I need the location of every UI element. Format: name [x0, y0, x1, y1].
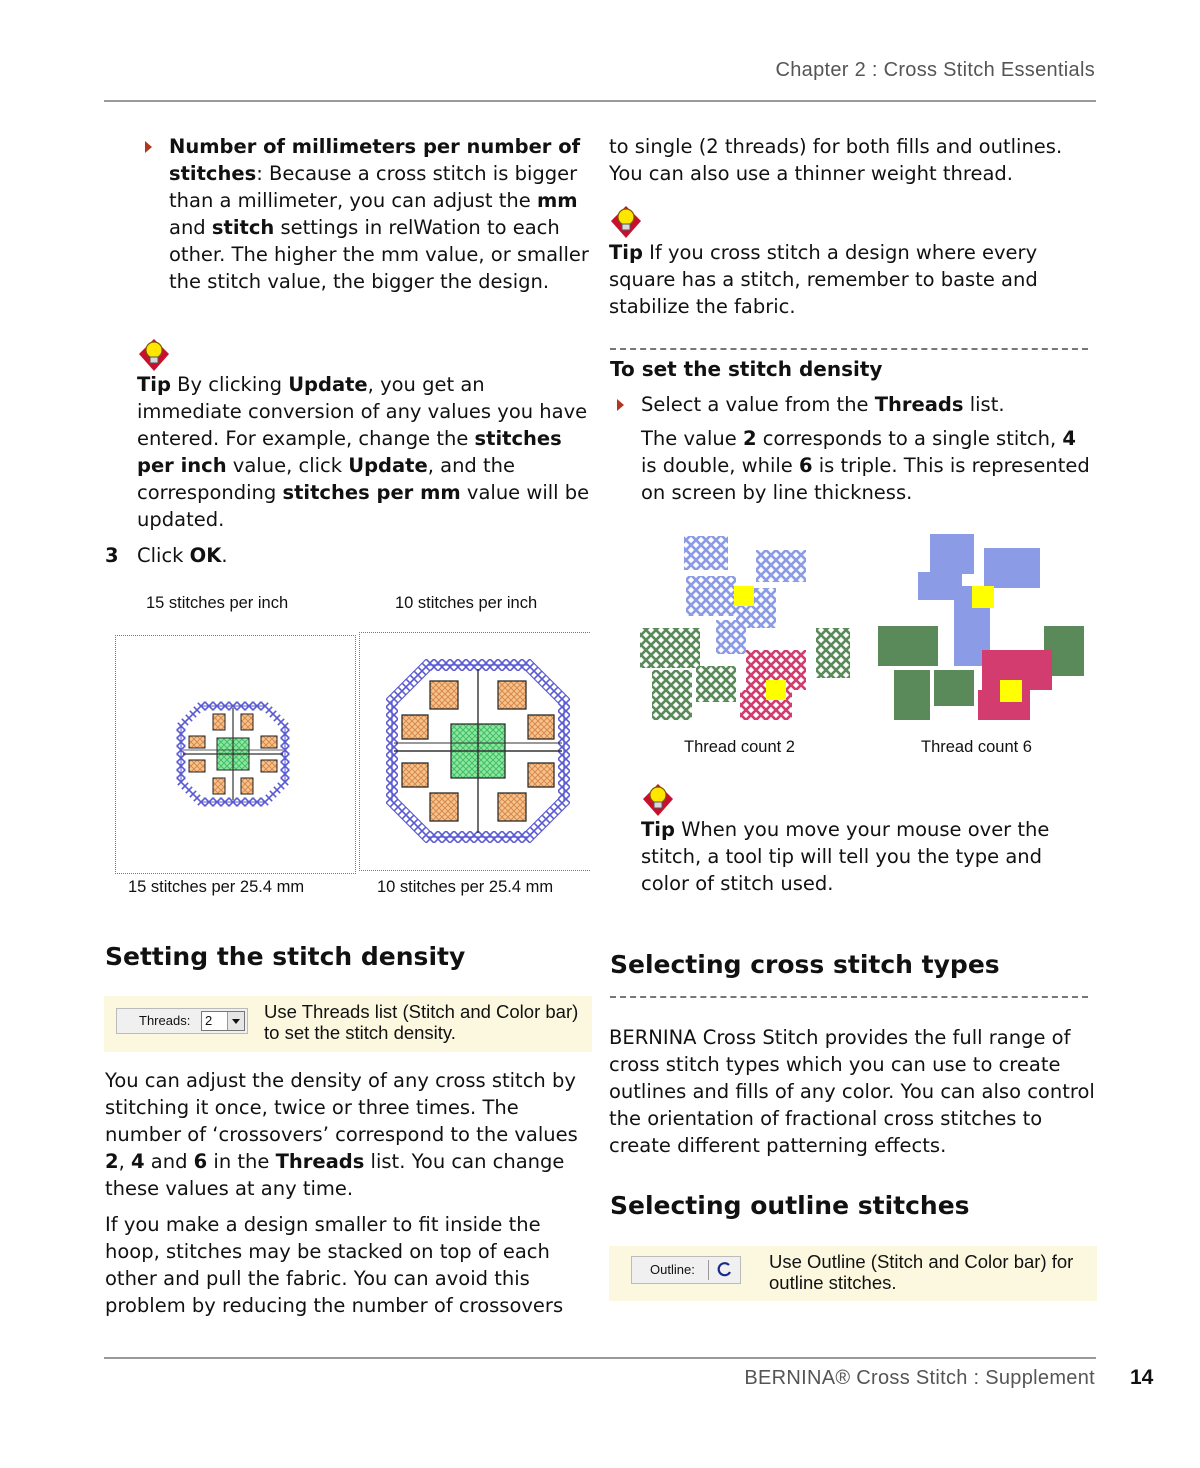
outline-label: Outline: — [650, 1262, 695, 1277]
tip-update: Tip By clicking Update, you get an immediate conversion of any values you have entered. For example, change the stitches per inch value, click Update, and the corresponding stitches per mm value will be updated. — [137, 373, 590, 531]
lightbulb-tip-icon — [137, 337, 171, 373]
bullet-marker — [145, 141, 152, 153]
page-number: 14 — [1130, 1366, 1154, 1389]
cross-stitch-motif-small — [116, 636, 355, 873]
density-paragraph: You can adjust the density of any cross stitch by stitching it once, twice or three times. The number of ‘crossovers’ correspond to the values 2, 4 and 6 in the Threads list. You can change these values at any time. — [105, 1069, 578, 1200]
tip-tooltip: Tip When you move your mouse over the stitch, a tool tip will tell you the type and color of stitch used. — [641, 818, 1050, 895]
flower-thread-count-6 — [878, 534, 1084, 720]
threads-tool-box — [104, 996, 592, 1052]
continued-paragraph: to single (2 threads) for both fills and outlines. You can also use a thinner weight thread. — [609, 135, 1063, 185]
figure-label-10-mm: 10 stitches per 25.4 mm — [377, 878, 554, 896]
outline-separator — [708, 1260, 709, 1280]
step-3-text: Click OK. — [137, 544, 228, 567]
types-paragraph: BERNINA Cross Stitch provides the full range of cross stitch types which you can use to create outlines and fills of any color. You can also control the orientation of fractional cross stitches to create different patterning effects. — [609, 1026, 1095, 1157]
sub-heading-outline-stitches: Selecting outline stitches — [610, 1191, 970, 1220]
bullet-marker — [617, 399, 624, 411]
footer-title: BERNINA® Cross Stitch : Supplement — [744, 1367, 1095, 1389]
procedure-divider — [610, 348, 1088, 350]
outline-tool-text: Use Outline (Stitch and Color bar) for outline stitches. — [769, 1251, 1074, 1293]
tip-baste: Tip If you cross stitch a design where every square has a stitch, remember to baste and stabilize the fabric. — [609, 241, 1038, 318]
outline-control[interactable] — [631, 1256, 741, 1284]
section-heading-cross-stitch-types: Selecting cross stitch types — [610, 950, 1000, 979]
cross-stitch-motif-large — [360, 633, 590, 870]
section-heading-stitch-density: Setting the stitch density — [105, 942, 466, 971]
figure-label-15-spi: 15 stitches per inch — [146, 594, 289, 612]
stacking-paragraph: If you make a design smaller to fit inside the hoop, stitches may be stacked on top of each other and pull the fabric. You can avoid this problem by reducing the number of crossovers — [105, 1213, 564, 1317]
caption-thread-count-6: Thread count 6 — [921, 738, 1032, 756]
procedure-detail: The value 2 corresponds to a single stitch, 4 is double, while 6 is triple. This is represented on screen by line thickness. — [641, 427, 1090, 504]
threads-tool-text: Use Threads list (Stitch and Color bar) to set the stitch density. — [264, 1001, 579, 1043]
figure-label-15-mm: 15 stitches per 25.4 mm — [128, 878, 305, 896]
footer-rule — [104, 1357, 1096, 1359]
figure-label-10-spi: 10 stitches per inch — [395, 594, 538, 612]
procedure-heading: To set the stitch density — [610, 357, 883, 381]
lightbulb-tip-icon — [641, 782, 675, 818]
outline-tool-box — [609, 1246, 1097, 1301]
types-divider — [610, 996, 1088, 998]
thread-count-flowers — [636, 530, 1096, 730]
procedure-step: Select a value from the Threads list. — [641, 393, 1005, 416]
flower-thread-count-2 — [640, 536, 850, 720]
chevron-down-icon[interactable] — [227, 1012, 244, 1030]
threads-select[interactable] — [201, 1011, 245, 1031]
chapter-header: Chapter 2 : Cross Stitch Essentials — [775, 59, 1095, 81]
preview-15-spi — [115, 635, 356, 874]
outline-stitch-icon[interactable] — [716, 1261, 734, 1279]
preview-10-spi — [359, 632, 590, 871]
step-3: 3 — [105, 544, 119, 567]
threads-select-value: 2 — [205, 1013, 213, 1028]
bullet-mm-per-stitches: Number of millimeters per number of stitches: Because a cross stitch is bigger than a millimeter, you can adjust the mm and stitch settings in relWation to each other. The higher the mm value, or smaller the stitch value, the bigger the design. — [169, 135, 589, 293]
lightbulb-tip-icon — [609, 204, 643, 240]
threads-control[interactable] — [116, 1008, 248, 1034]
header-rule — [104, 100, 1096, 102]
threads-label: Threads: — [139, 1013, 191, 1028]
caption-thread-count-2: Thread count 2 — [684, 738, 795, 756]
